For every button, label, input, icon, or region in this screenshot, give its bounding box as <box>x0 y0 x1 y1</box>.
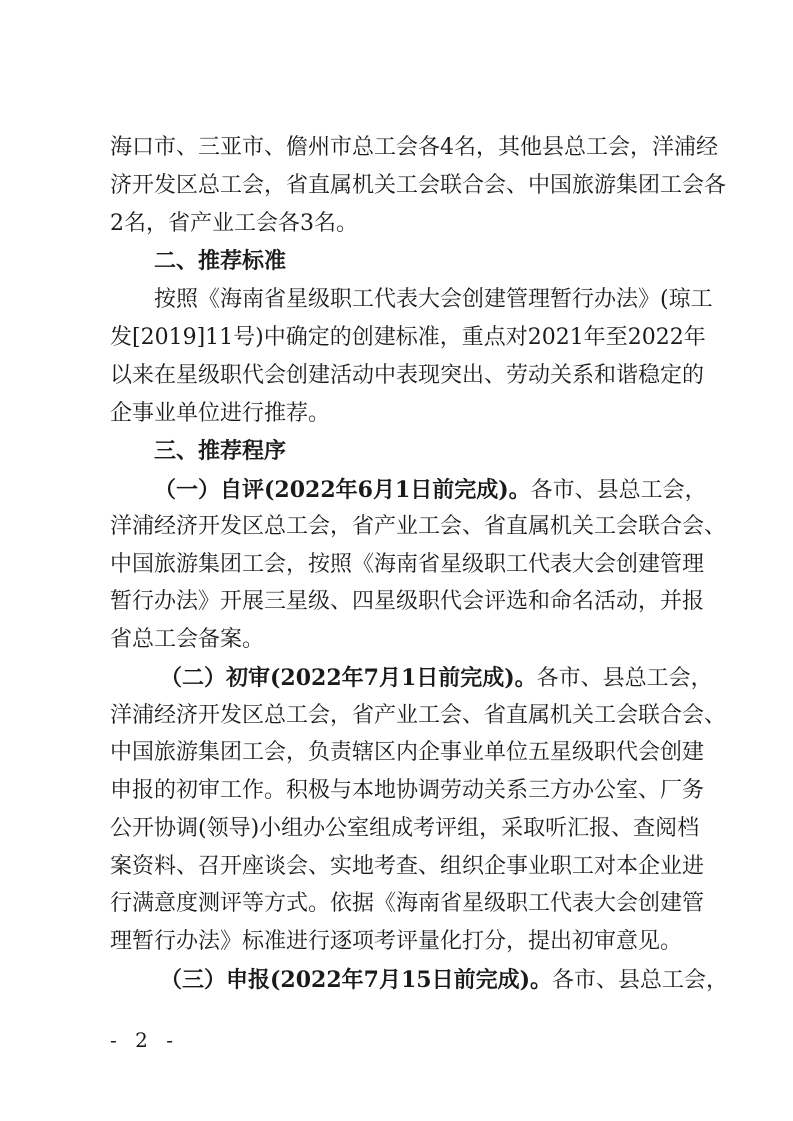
text-line <box>110 889 705 919</box>
line-text: 二、推荐标准 <box>154 249 287 274</box>
line-text: 暂行办法》开展三星级、四星级职代会评选和命名活动，并报 <box>110 589 705 614</box>
line-text: 理暂行办法》标准进行逐项考评量化打分，提出初审意见。 <box>110 929 683 954</box>
line-text: 2名，省产业工会各3名。 <box>110 211 358 236</box>
text-line <box>110 361 705 391</box>
text-line <box>110 133 718 163</box>
line-text: 案资料、召开座谈会、实地考查、组织企事业职工对本企业进 <box>110 854 705 879</box>
subsection-title: （二）初审(2022年7月1日前完成)。 <box>160 665 537 691</box>
line-text: 洋浦经济开发区总工会，省产业工会、省直属机关工会联合会、 <box>110 703 727 728</box>
subsection-title: （一）自评(2022年6月1日前完成)。 <box>154 477 531 503</box>
line-text: 申报的初审工作。积极与本地协调劳动关系三方办公室、厂务 <box>110 778 705 803</box>
line-text: 各市、县总工会， <box>551 968 728 993</box>
line-text: 企事业单位进行推荐。 <box>110 401 331 426</box>
text-line <box>110 587 705 617</box>
text-line <box>110 512 727 542</box>
text-line <box>110 927 698 957</box>
text-line <box>110 399 698 429</box>
text-line <box>110 550 705 580</box>
text-line <box>154 285 713 315</box>
line-text: 行满意度测评等方式。依据《海南省星级职工代表大会创建管 <box>110 891 705 916</box>
text-line <box>110 701 727 731</box>
text-line <box>110 852 705 882</box>
text-line <box>110 209 698 239</box>
line-text: 公开协调(领导)小组办公室组成考评组，采取听汇报、查阅档 <box>110 816 700 841</box>
line-text: 中国旅游集团工会，按照《海南省星级职工代表大会创建管理 <box>110 552 705 577</box>
line-text: 各市、县总工会， <box>536 666 713 691</box>
line-text: 以来在星级职代会创建活动中表现突出、劳动关系和谐稳定的 <box>110 363 705 388</box>
section-heading <box>154 437 698 467</box>
line-text: 按照《海南省星级职工代表大会创建管理暂行办法》(琼工 <box>154 287 713 312</box>
line-text: 中国旅游集团工会，负责辖区内企事业单位五星级职代会创建 <box>110 740 705 765</box>
text-line <box>110 171 727 201</box>
line-text: 三、推荐程序 <box>154 439 287 464</box>
line-text: 发[2019]11号)中确定的创建标准，重点对2021年至2022年 <box>110 325 706 350</box>
subsection-title: （三）申报(2022年7月15日前完成)。 <box>160 967 552 993</box>
page-number: - 2 - <box>110 1028 179 1052</box>
section-heading <box>154 247 698 277</box>
line-text: 洋浦经济开发区总工会，省产业工会、省直属机关工会联合会、 <box>110 514 727 539</box>
line-text: 济开发区总工会，省直属机关工会联合会、中国旅游集团工会各 <box>110 173 727 198</box>
line-text: 省总工会备案。 <box>110 627 265 652</box>
text-line <box>110 776 705 806</box>
text-line <box>110 738 705 768</box>
text-line <box>110 814 698 844</box>
line-text: 各市、县总工会， <box>530 478 707 503</box>
text-line <box>160 663 713 694</box>
text-line <box>160 965 728 996</box>
text-line <box>110 323 706 353</box>
text-line <box>110 625 698 655</box>
line-text: 海口市、三亚市、儋州市总工会各4名，其他县总工会，洋浦经 <box>110 135 718 160</box>
text-line <box>154 475 707 506</box>
